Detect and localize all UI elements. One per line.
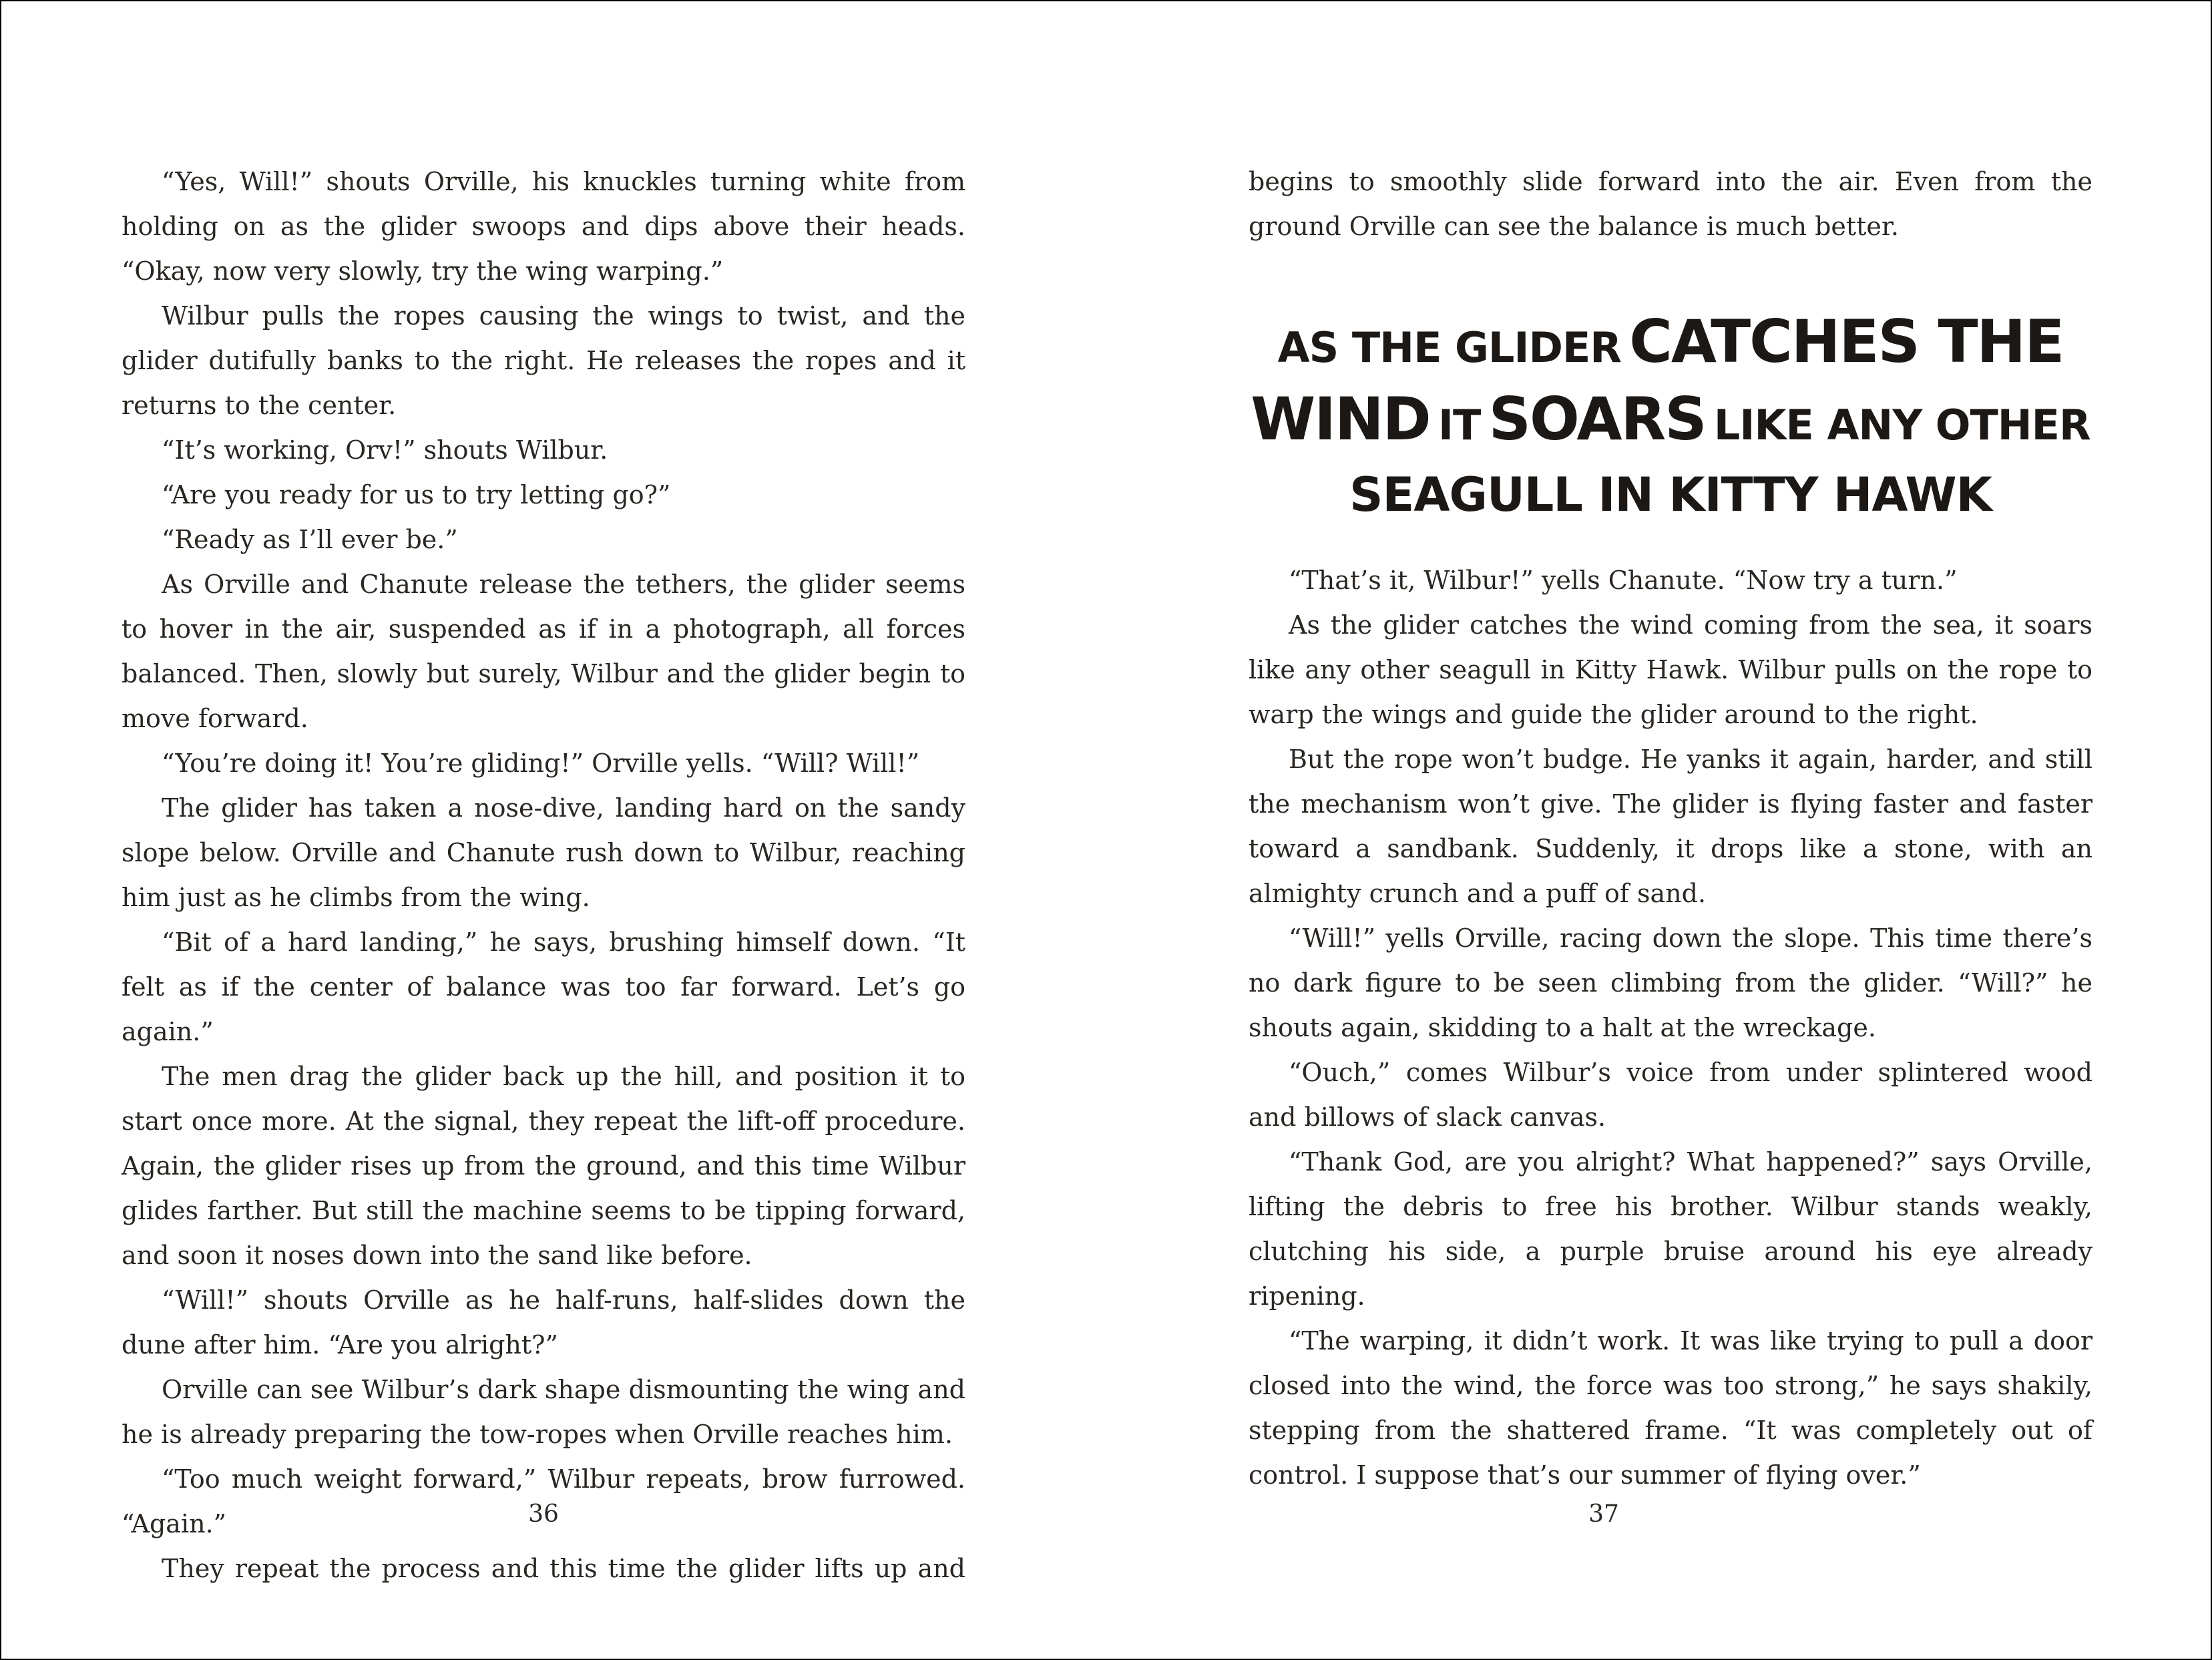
continuation-paragraph: begins to smoothly slide forward into the air. Even from the ground Orville can see the balance is much better.: [1249, 167, 2092, 241]
right-page-body: [1249, 160, 2092, 1498]
paragraph: “Ouch,” comes Wilbur’s voice from under splintered wood and billows of slack canvas.: [1249, 1058, 2092, 1132]
paragraph: “Bit of a hard landing,” he says, brushing himself down. “It felt as if the center of balance was too far forward. Let’s go again.”: [122, 927, 965, 1046]
paragraph: As the glider catches the wind coming from the sea, it soars like any other seagull in Kitty Hawk. Wilbur pulls on the rope to warp the wings and guide the glider around to the right.: [1249, 610, 2092, 729]
pull-quote-text: SEAGULL IN KITTY HAWK: [1349, 467, 1992, 522]
paragraph: “Will!” shouts Orville as he half-runs, half-slides down the dune after him. “Are you alright?”: [122, 1285, 965, 1360]
paragraph: “Too much weight forward,” Wilbur repeats, brow furrowed. “Again.”: [122, 1464, 965, 1538]
left-page-body: [122, 160, 965, 1591]
paragraph: “Ready as I’ll ever be.”: [162, 525, 458, 554]
paragraph: But the rope won’t budge. He yanks it again, harder, and still the mechanism won’t give. The glider is flying faster and faster toward a sandbank. Suddenly, it drops like a stone, with an almighty crunch and a puff of sand.: [1249, 745, 2092, 908]
left-page: [1, 1, 1107, 1659]
pull-quote: [1249, 307, 2092, 522]
paragraph: “That’s it, Wilbur!” yells Chanute. “Now try a turn.”: [1289, 566, 1958, 595]
pull-quote-line-3: [1249, 467, 2092, 522]
paragraph: “You’re doing it! You’re gliding!” Orville yells. “Will? Will!”: [162, 749, 920, 778]
pull-quote-emphasis: WIND: [1251, 385, 1430, 453]
pull-quote-text: LIKE ANY OTHER: [1713, 401, 2090, 449]
paragraph: “Thank God, are you alright? What happened?” says Orville, lifting the debris to free his brother. Wilbur stands weakly, clutching his side, a purple bruise around his eye already ripening.: [1249, 1147, 2092, 1311]
pull-quote-text: AS THE GLIDER: [1277, 323, 1622, 372]
paragraph: “Are you ready for us to try letting go?”: [162, 480, 671, 509]
paragraph: The glider has taken a nose-dive, landing hard on the sandy slope below. Orville and Chanute rush down to Wilbur, reaching him just as he climbs from the wing.: [122, 793, 965, 912]
pull-quote-emphasis: CATCHES THE: [1629, 307, 2064, 376]
right-page: [1107, 1, 2211, 1659]
pull-quote-line-1: [1249, 307, 2092, 376]
paragraph: “The warping, it didn’t work. It was like trying to pull a door closed into the wind, the force was too strong,” he says shakily, stepping from the shattered frame. “It was completely out of control. I suppose that’s our summer of flying over.”: [1249, 1326, 2092, 1490]
paragraph: Orville can see Wilbur’s dark shape dismounting the wing and he is already preparing the tow-ropes when Orville reaches him.: [122, 1375, 965, 1449]
pull-quote-emphasis: SOARS: [1488, 385, 1706, 453]
pull-quote-text: IT: [1437, 401, 1481, 449]
paragraph: “Yes, Will!” shouts Orville, his knuckles turning white from holding on as the glider swoops and dips above their heads. “Okay, now very slowly, try the wing warping.”: [122, 167, 965, 286]
paragraph: “Will!” yells Orville, racing down the slope. This time there’s no dark figure to be seen climbing from the glider. “Will?” he shouts again, skidding to a halt at the wreckage.: [1249, 923, 2092, 1042]
paragraph: They repeat the process and this time the glider lifts up and: [162, 1554, 965, 1583]
page-number: 36: [528, 1500, 559, 1528]
paragraph: As Orville and Chanute release the tethers, the glider seems to hover in the air, suspended as if in a photograph, all forces balanced. Then, slowly but surely, Wilbur and the glider begin to move forward.: [122, 570, 965, 733]
paragraph: “It’s working, Orv!” shouts Wilbur.: [162, 435, 608, 465]
paragraph: The men drag the glider back up the hill, and position it to start once more. At the signal, they repeat the lift-off procedure. Again, the glider rises up from the ground, and this time Wilbur glides farther. But still the machine seems to be tipping forward, and soon it noses down into the sand like before.: [122, 1062, 965, 1270]
page-number: 37: [1588, 1500, 1619, 1528]
pull-quote-line-2: [1249, 385, 2092, 453]
paragraph: Wilbur pulls the ropes causing the wings to twist, and the glider dutifully banks to the right. He releases the ropes and it returns to the center.: [122, 301, 965, 420]
